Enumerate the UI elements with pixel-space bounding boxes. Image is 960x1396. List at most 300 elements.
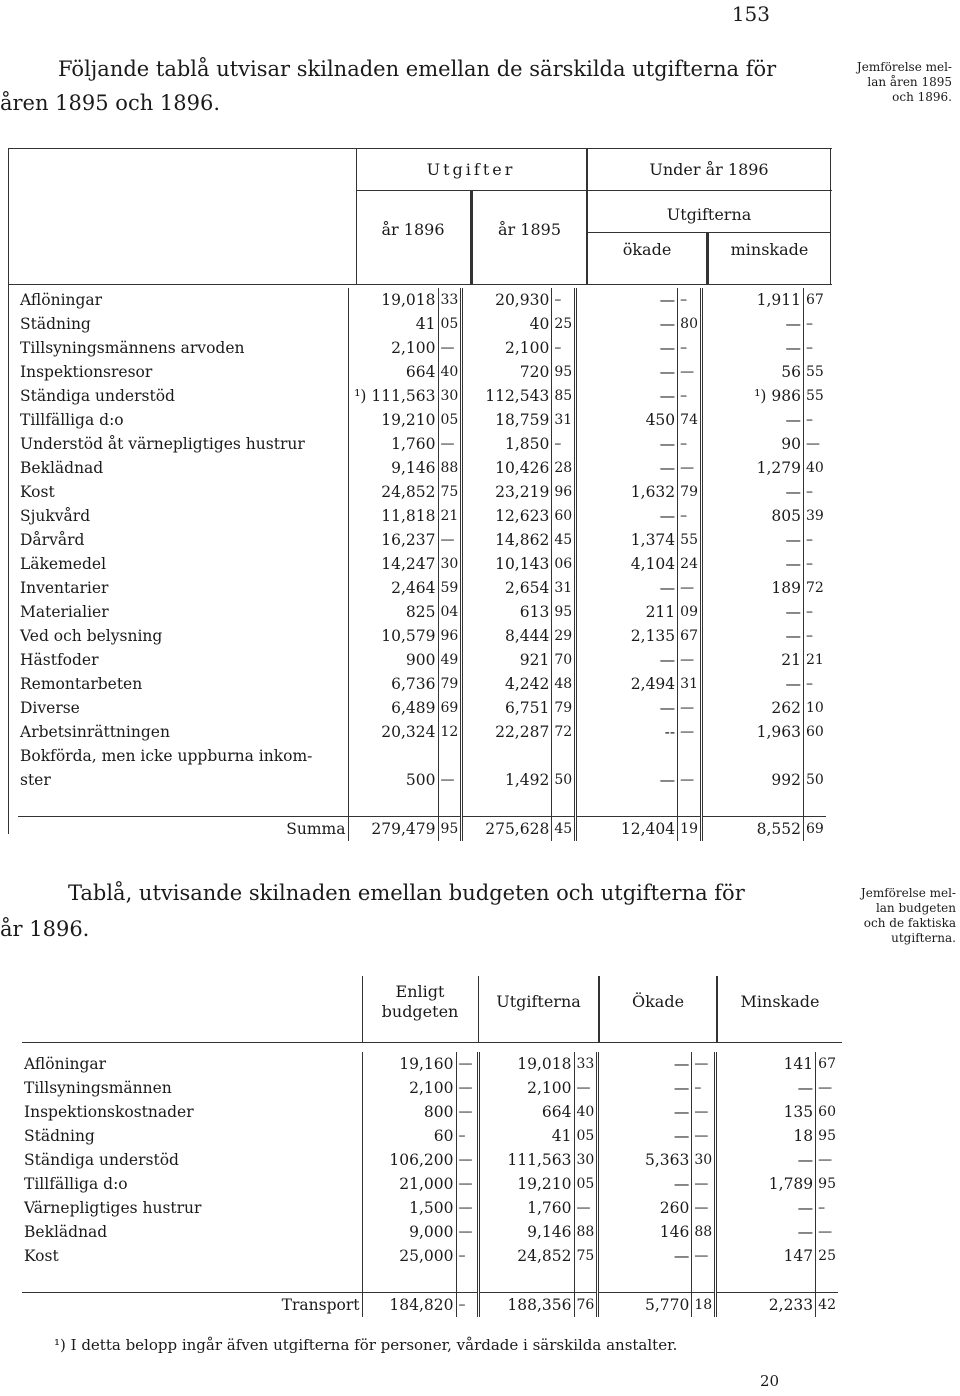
cell-minskade: — — [716, 1148, 816, 1172]
cell-col2: 10,426 — [462, 456, 552, 480]
cell-minskade: — — [701, 624, 803, 648]
cell-col1-ore: — — [456, 1148, 478, 1172]
row-label: Kost — [18, 480, 348, 504]
header-utgifter: Utgifter — [426, 160, 516, 179]
transport-utgifterna-ore: 76 — [574, 1293, 598, 1318]
table1-top-rule — [8, 148, 832, 149]
cell-okade: — — [576, 384, 678, 408]
cell-col2: 111,563 — [478, 1148, 574, 1172]
cell-okade: — — [598, 1244, 692, 1268]
row-label: Städning — [22, 1124, 362, 1148]
cell-col2: 41 — [478, 1124, 574, 1148]
section1-heading-line2: åren 1895 och 1896. — [0, 91, 221, 115]
table-row — [18, 336, 826, 360]
cell-col2: 10,143 — [462, 552, 552, 576]
cell-col1-ore: 30 — [438, 552, 462, 576]
cell-minskade-ore: — — [816, 1148, 838, 1172]
section2-heading-line1: Tablå, utvisande skilnaden emellan budgeten och utgifterna för — [68, 881, 745, 905]
transport-minskade-ore: 42 — [816, 1293, 838, 1318]
section2-heading-line2: år 1896. — [0, 917, 90, 941]
cell-minskade: — — [701, 600, 803, 624]
cell-col1-ore: – — [456, 1244, 478, 1268]
cell-col1-ore: — — [456, 1076, 478, 1100]
table-row — [18, 384, 826, 408]
cell-col1: 19,210 — [348, 408, 438, 432]
header-utgifterna: Utgifterna — [666, 205, 752, 224]
cell-col2: 20,930 — [462, 288, 552, 312]
sum-label: Summa — [286, 820, 346, 838]
footnote: ¹) I detta belopp ingår äfven utgifterna för personer, vårdade i särskilda anstalter. — [54, 1336, 678, 1354]
row-label: Beklädnad — [22, 1220, 362, 1244]
cell-col1: 6,736 — [348, 672, 438, 696]
cell-okade: — — [576, 504, 678, 528]
row-label: Aflöningar — [18, 288, 348, 312]
cell-minskade-ore: 40 — [803, 456, 825, 480]
cell-col1: 16,237 — [348, 528, 438, 552]
cell-okade-ore: 09 — [678, 600, 702, 624]
cell-col1-ore: 49 — [438, 648, 462, 672]
cell-minskade: ¹) 986 — [701, 384, 803, 408]
cell-col1: 21,000 — [362, 1172, 456, 1196]
cell-col2-ore: 45 — [552, 528, 576, 552]
cell-okade-ore: 74 — [678, 408, 702, 432]
cell-minskade: — — [701, 480, 803, 504]
header-under-1896: Under år 1896 — [649, 160, 769, 179]
cell-col2-ore: – — [552, 288, 576, 312]
cell-col1: 25,000 — [362, 1244, 456, 1268]
cell-minskade-ore: – — [803, 552, 825, 576]
margin-note-line: utgifterna. — [891, 931, 956, 945]
cell-col1: 24,852 — [348, 480, 438, 504]
row-label: Hästfoder — [18, 648, 348, 672]
cell-okade: 5,363 — [598, 1148, 692, 1172]
transport-budget-ore: – — [456, 1293, 478, 1318]
cell-minskade: 1,789 — [716, 1172, 816, 1196]
cell-col1: 900 — [348, 648, 438, 672]
cell-okade-ore: 80 — [678, 312, 702, 336]
cell-col2-ore: 40 — [574, 1100, 598, 1124]
cell-minskade-ore: – — [803, 672, 825, 696]
cell-col2: 40 — [462, 312, 552, 336]
cell-col2-ore: – — [552, 432, 576, 456]
cell-okade: — — [576, 432, 678, 456]
cell-col1-ore: — — [438, 432, 462, 456]
cell-col2-ore: 28 — [552, 456, 576, 480]
cell-minskade: 189 — [701, 576, 803, 600]
cell-okade: — — [576, 336, 678, 360]
row-label: Inspektionskostnader — [22, 1100, 362, 1124]
sum-1896: 279,479 — [348, 817, 438, 842]
cell-col1: 14,247 — [348, 552, 438, 576]
table-row — [18, 312, 826, 336]
cell-okade-ore: — — [678, 720, 702, 744]
cell-1895-ore: 50 — [552, 768, 576, 792]
cell-okade-ore: 24 — [678, 552, 702, 576]
cell-minskade: 141 — [716, 1052, 816, 1076]
transport-minskade: 2,233 — [716, 1293, 816, 1318]
cell-col1: 41 — [348, 312, 438, 336]
cell-col1-ore: 05 — [438, 312, 462, 336]
cell-minskade-ore: 95 — [816, 1124, 838, 1148]
cell-minskade: 147 — [716, 1244, 816, 1268]
section1-heading-line1: Följande tablå utvisar skilnaden emellan de särskilda utgifterna för — [58, 57, 777, 81]
table-row — [22, 1148, 838, 1172]
transport-utgifterna: 188,356 — [478, 1293, 574, 1318]
cell-col1-ore: — — [456, 1052, 478, 1076]
cell-okade-ore: — — [678, 696, 702, 720]
table-row — [18, 288, 826, 312]
header-ar-1896: år 1896 — [381, 220, 445, 239]
page-number: 153 — [731, 2, 770, 26]
cell-col1: 2,464 — [348, 576, 438, 600]
cell-col2-ore: 95 — [552, 360, 576, 384]
cell-okade: 1,632 — [576, 480, 678, 504]
cell-col2-ore: 29 — [552, 624, 576, 648]
cell-minskade-ore: – — [803, 480, 825, 504]
sum-okade: 12,404 — [576, 817, 678, 842]
table-row — [18, 576, 826, 600]
cell-col1: 106,200 — [362, 1148, 456, 1172]
cell-okade: — — [576, 360, 678, 384]
cell-col1: 11,818 — [348, 504, 438, 528]
row-label: Ständiga understöd — [18, 384, 348, 408]
cell-col2: 720 — [462, 360, 552, 384]
cell-okade: 1,374 — [576, 528, 678, 552]
table-row — [18, 720, 826, 744]
header-minskade: minskade — [730, 240, 809, 259]
cell-okade-ore: 67 — [678, 624, 702, 648]
cell-okade-ore: — — [678, 576, 702, 600]
cell-minskade: — — [716, 1196, 816, 1220]
transport-okade-ore: 18 — [692, 1293, 716, 1318]
margin-note-line: lan åren 1895 — [867, 75, 952, 89]
cell-minskade: — — [701, 336, 803, 360]
cell-minskade: 992 — [701, 768, 803, 792]
row-label: Värnepligtiges hustrur — [22, 1196, 362, 1220]
cell-minskade: — — [701, 312, 803, 336]
cell-minskade-ore: — — [816, 1076, 838, 1100]
cell-col2-ore: 31 — [552, 408, 576, 432]
cell-minskade-ore: 67 — [816, 1052, 838, 1076]
header-minskade: Minskade — [740, 992, 820, 1011]
cell-minskade-ore: – — [803, 312, 825, 336]
cell-col2-ore: 25 — [552, 312, 576, 336]
cell-okade: — — [598, 1100, 692, 1124]
cell-col2: 921 — [462, 648, 552, 672]
cell-okade: — — [598, 1124, 692, 1148]
section2-margin-note — [861, 886, 956, 946]
row-label: Inspektionsresor — [18, 360, 348, 384]
table-row — [22, 1196, 838, 1220]
cell-col1: 19,160 — [362, 1052, 456, 1076]
cell-col1: 9,146 — [348, 456, 438, 480]
cell-okade: — — [576, 576, 678, 600]
cell-minskade: — — [701, 552, 803, 576]
cell-okade-ore: — — [692, 1172, 716, 1196]
cell-minskade: 262 — [701, 696, 803, 720]
row-label: Tillfälliga d:o — [18, 408, 348, 432]
cell-minskade-ore: – — [803, 336, 825, 360]
cell-minskade-ore: 67 — [803, 288, 825, 312]
cell-minskade: 90 — [701, 432, 803, 456]
table-row — [18, 480, 826, 504]
cell-okade: — — [576, 648, 678, 672]
row-label: Dårvård — [18, 528, 348, 552]
cell-col1: 19,018 — [348, 288, 438, 312]
table-row — [22, 1100, 838, 1124]
cell-minskade: 18 — [716, 1124, 816, 1148]
cell-col1-ore: — — [456, 1196, 478, 1220]
cell-col1-ore: – — [456, 1124, 478, 1148]
cell-col1-ore: — — [456, 1100, 478, 1124]
cell-col1-ore: — — [438, 336, 462, 360]
cell-minskade: — — [701, 672, 803, 696]
sum-1895-ore: 45 — [552, 817, 576, 842]
cell-okade-ore: – — [692, 1076, 716, 1100]
cell-col2-ore: 72 — [552, 720, 576, 744]
cell-minskade-ore: 95 — [816, 1172, 838, 1196]
cell-col1-ore: — — [456, 1220, 478, 1244]
row-label: Tillsyningsmännens arvoden — [18, 336, 348, 360]
cell-minskade: — — [716, 1220, 816, 1244]
cell-col2-ore: 31 — [552, 576, 576, 600]
table-row — [18, 408, 826, 432]
sum-row — [18, 817, 826, 842]
cell-col2-ore: 30 — [574, 1148, 598, 1172]
cell-col2-ore: 05 — [574, 1172, 598, 1196]
cell-col1: ¹) 111,563 — [348, 384, 438, 408]
table2-header-bottom-rule — [22, 1042, 842, 1043]
header-okade: Ökade — [631, 992, 685, 1011]
row-label: Kost — [22, 1244, 362, 1268]
row-label: Bokförda, men icke uppburna inkom- — [18, 744, 348, 768]
cell-okade-ore: — — [678, 648, 702, 672]
cell-col2: 2,654 — [462, 576, 552, 600]
cell-minskade-ore: 55 — [803, 384, 825, 408]
cell-okade-ore: – — [678, 432, 702, 456]
cell-col1-ore: 96 — [438, 624, 462, 648]
cell-col2-ore: — — [574, 1076, 598, 1100]
cell-minskade-ore: 60 — [816, 1100, 838, 1124]
cell-col1-ore: 04 — [438, 600, 462, 624]
header-ar-1895: år 1895 — [498, 220, 561, 239]
header-rule — [588, 232, 830, 233]
cell-minskade-ore: 39 — [803, 504, 825, 528]
cell-okade-ore: — — [692, 1100, 716, 1124]
cell-col2: 18,759 — [462, 408, 552, 432]
cell-col2: 24,852 — [478, 1244, 574, 1268]
header-line: Enligt — [395, 982, 445, 1001]
cell-okade: — — [576, 768, 678, 792]
cell-minskade-ore: — — [816, 1220, 838, 1244]
section1-margin-note — [857, 60, 952, 105]
cell-col2: 19,210 — [478, 1172, 574, 1196]
cell-col1: 9,000 — [362, 1220, 456, 1244]
table1-left-rule — [8, 148, 9, 834]
header-bottom-rule — [8, 284, 832, 285]
cell-col1: 2,100 — [362, 1076, 456, 1100]
cell-col2: 112,543 — [462, 384, 552, 408]
table-row — [18, 672, 826, 696]
cell-col2-ore: — — [574, 1196, 598, 1220]
cell-col1-ore: — — [438, 528, 462, 552]
table-row — [22, 1172, 838, 1196]
cell-okade-ore: 31 — [678, 672, 702, 696]
row-label: Tillfälliga d:o — [22, 1172, 362, 1196]
cell-col2: 12,623 — [462, 504, 552, 528]
cell-col2: 1,760 — [478, 1196, 574, 1220]
cell-col1-ore: 05 — [438, 408, 462, 432]
cell-okade: 4,104 — [576, 552, 678, 576]
sum-1895: 275,628 — [462, 817, 552, 842]
cell-col1: 1,760 — [348, 432, 438, 456]
cell-okade: — — [598, 1076, 692, 1100]
cell-minskade: 1,279 — [701, 456, 803, 480]
cell-okade-ore: — — [692, 1124, 716, 1148]
cell-minskade-ore: 21 — [803, 648, 825, 672]
cell-okade-ore: — — [678, 360, 702, 384]
cell-minskade: 1,963 — [701, 720, 803, 744]
cell-col1-ore: 40 — [438, 360, 462, 384]
cell-col2: 1,850 — [462, 432, 552, 456]
cell-col2-ore: 85 — [552, 384, 576, 408]
cell-okade: — — [576, 312, 678, 336]
cell-minskade: — — [701, 528, 803, 552]
cell-col1-ore: 33 — [438, 288, 462, 312]
table-row — [18, 648, 826, 672]
cell-okade-ore: – — [678, 288, 702, 312]
margin-note-line: och de faktiska — [863, 916, 956, 930]
cell-okade-ore: – — [678, 336, 702, 360]
cell-col2-ore: 05 — [574, 1124, 598, 1148]
cell-minskade: 1,911 — [701, 288, 803, 312]
cell-minskade-ore: — — [803, 432, 825, 456]
margin-note-line: lan budgeten — [875, 901, 956, 915]
cell-col2: 4,242 — [462, 672, 552, 696]
cell-col1-ore: 30 — [438, 384, 462, 408]
header-okade: ökade — [622, 240, 672, 259]
table-row — [18, 744, 826, 768]
cell-col2-ore: 06 — [552, 552, 576, 576]
cell-col1: 1,500 — [362, 1196, 456, 1220]
cell-1895: 1,492 — [462, 768, 552, 792]
cell-okade: — — [576, 456, 678, 480]
cell-minskade-ore: – — [816, 1196, 838, 1220]
table-row — [18, 696, 826, 720]
cell-col1-ore: 75 — [438, 480, 462, 504]
cell-okade-ore: – — [678, 504, 702, 528]
cell-col2: 22,287 — [462, 720, 552, 744]
cell-col2: 613 — [462, 600, 552, 624]
cell-minskade-ore: 60 — [803, 720, 825, 744]
cell-col1: 10,579 — [348, 624, 438, 648]
cell-okade: 2,494 — [576, 672, 678, 696]
cell-okade-ore: — — [692, 1052, 716, 1076]
cell-okade: -- — [576, 720, 678, 744]
cell-col2: 19,018 — [478, 1052, 574, 1076]
cell-okade: — — [598, 1052, 692, 1076]
cell-1896: 500 — [348, 768, 438, 792]
cell-okade: — — [576, 696, 678, 720]
row-label: Läkemedel — [18, 552, 348, 576]
table-row — [22, 1244, 838, 1268]
cell-col2-ore: 70 — [552, 648, 576, 672]
cell-okade-ore: 88 — [692, 1220, 716, 1244]
cell-col2: 14,862 — [462, 528, 552, 552]
table-row — [18, 504, 826, 528]
cell-minskade: 805 — [701, 504, 803, 528]
cell-minskade: 135 — [716, 1100, 816, 1124]
cell-col2-ore: 33 — [574, 1052, 598, 1076]
cell-minskade: — — [716, 1076, 816, 1100]
cell-col2-ore: 79 — [552, 696, 576, 720]
table1 — [18, 288, 826, 841]
table-row — [22, 1052, 838, 1076]
table-row — [18, 624, 826, 648]
cell-okade: 2,135 — [576, 624, 678, 648]
row-label: Remontarbeten — [18, 672, 348, 696]
cell-col1: 6,489 — [348, 696, 438, 720]
row-label: Tillsyningsmännen — [22, 1076, 362, 1100]
cell-okade-ore: – — [678, 384, 702, 408]
cell-minskade-ore: – — [803, 624, 825, 648]
table-row — [18, 456, 826, 480]
sum-minskade: 8,552 — [701, 817, 803, 842]
table2 — [22, 1052, 838, 1317]
cell-col2-ore: 88 — [574, 1220, 598, 1244]
cell-col1-ore: 21 — [438, 504, 462, 528]
cell-col1: 2,100 — [348, 336, 438, 360]
header-utgifterna: Utgifterna — [496, 992, 581, 1011]
cell-col1-ore: 69 — [438, 696, 462, 720]
cell-col1: 20,324 — [348, 720, 438, 744]
table-row — [18, 360, 826, 384]
cell-col2-ore: – — [552, 336, 576, 360]
cell-minskade-ore: – — [803, 600, 825, 624]
cell-col2-ore: 75 — [574, 1244, 598, 1268]
cell-col2-ore: 48 — [552, 672, 576, 696]
cell-1896-ore: — — [438, 768, 462, 792]
table-row — [18, 528, 826, 552]
cell-col1: 60 — [362, 1124, 456, 1148]
cell-col1-ore: 88 — [438, 456, 462, 480]
cell-col1: 800 — [362, 1100, 456, 1124]
margin-note-line: och 1896. — [892, 90, 952, 104]
sum-okade-ore: 19 — [678, 817, 702, 842]
cell-col1: 825 — [348, 600, 438, 624]
cell-col1-ore: 59 — [438, 576, 462, 600]
cell-okade: — — [598, 1172, 692, 1196]
cell-okade: — — [576, 288, 678, 312]
cell-minskade-ore: 55 — [803, 360, 825, 384]
row-label: Ständiga understöd — [22, 1148, 362, 1172]
sum-minskade-ore: 69 — [803, 817, 825, 842]
row-label: Understöd åt värnepligtiges hustrur — [18, 432, 348, 456]
table-row — [18, 768, 826, 792]
cell-col2-ore: 95 — [552, 600, 576, 624]
cell-minskade-ore: 72 — [803, 576, 825, 600]
cell-col1-ore: 79 — [438, 672, 462, 696]
row-label: Materialier — [18, 600, 348, 624]
cell-minskade-ore: – — [803, 528, 825, 552]
transport-row — [22, 1293, 838, 1318]
margin-note-line: Jemförelse mel- — [860, 886, 956, 900]
table-row — [18, 432, 826, 456]
cell-minskade: — — [701, 408, 803, 432]
transport-budget: 184,820 — [362, 1293, 456, 1318]
row-label: ster — [18, 768, 348, 792]
cell-okade-ore: 30 — [692, 1148, 716, 1172]
